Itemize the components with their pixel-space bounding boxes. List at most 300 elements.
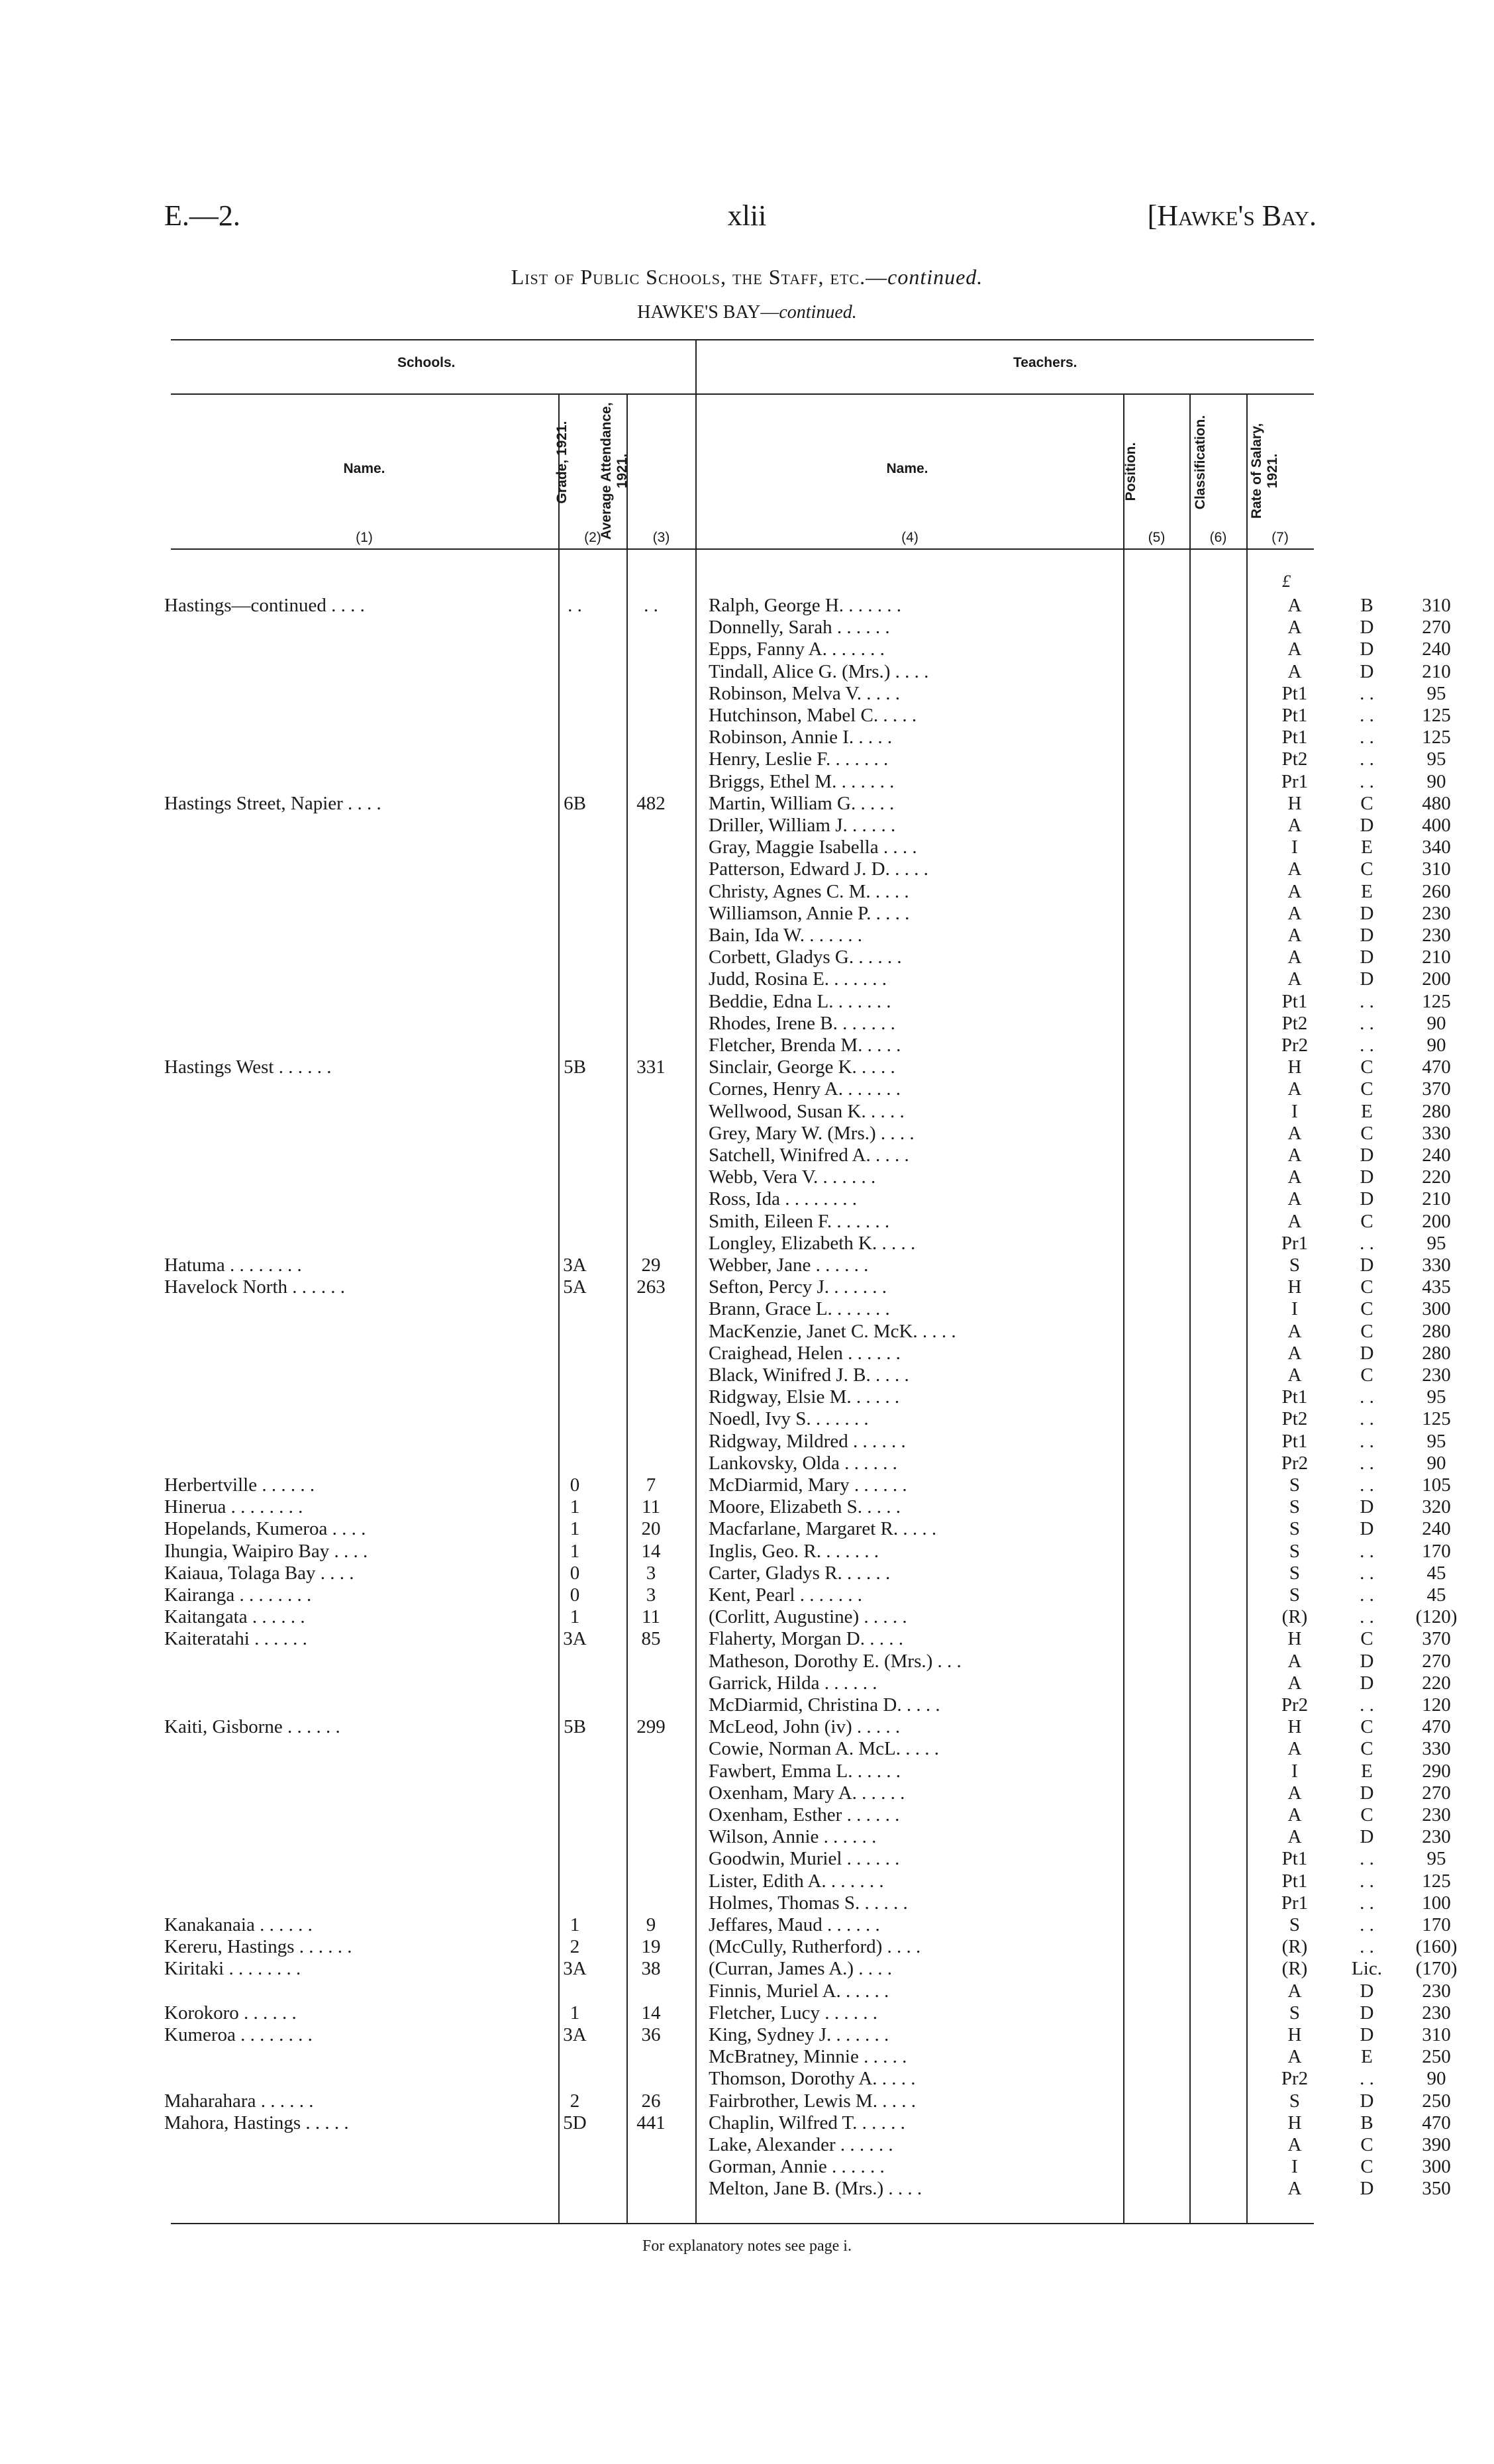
teacher-name-cell: Satchell, Winifred A. . . . . [709, 1145, 909, 1166]
position-cell: A [1287, 1342, 1302, 1364]
position-cell: Pt1 [1281, 727, 1308, 748]
position-cell: Pt2 [1281, 748, 1308, 770]
school-name-cell: Kanakanaia . . . . . . [164, 1914, 313, 1935]
classification-cell: C [1360, 1320, 1373, 1342]
teacher-name-cell: Judd, Rosina E. . . . . . . [709, 968, 887, 990]
position-cell: A [1287, 925, 1302, 946]
teacher-name-cell: Rhodes, Irene B. . . . . . . [709, 1012, 895, 1034]
classification-cell: B [1360, 2112, 1373, 2133]
position-cell: H [1287, 1716, 1302, 1738]
table-row [164, 748, 1446, 770]
table-row [164, 1584, 1446, 1606]
table-row [164, 1210, 1451, 1233]
grade-cell: 1 [570, 1540, 580, 1562]
attendance-cell: 482 [636, 792, 666, 814]
classification-cell: . . [1360, 1452, 1374, 1474]
table-row [164, 1320, 1451, 1343]
teacher-name-cell: Goodwin, Muriel . . . . . . [709, 1848, 900, 1870]
grade-cell: 3A [563, 1628, 587, 1650]
attendance-cell: 263 [636, 1276, 666, 1298]
position-cell: A [1287, 1320, 1302, 1342]
teacher-name-cell: Wilson, Annie . . . . . . [709, 1826, 877, 1848]
teacher-name-cell: McLeod, John (iv) . . . . . [709, 1716, 901, 1738]
salary-rate-cell: 210 [1422, 947, 1451, 968]
table-row [164, 1145, 1451, 1166]
salary-rate-cell: 90 [1426, 1452, 1446, 1474]
classification-cell: . . [1360, 1474, 1374, 1496]
classification-cell: E [1361, 837, 1373, 858]
salary-rate-cell: 90 [1426, 1035, 1446, 1056]
classification-cell: D [1360, 1650, 1374, 1672]
teacher-name-cell: (Curran, James A.) . . . . [709, 1958, 893, 1980]
teacher-name-cell: Henry, Leslie F. . . . . . . [709, 748, 889, 770]
salary-rate-cell: 230 [1422, 1826, 1451, 1848]
grade-cell: 1 [570, 1496, 580, 1518]
table-row [164, 1606, 1458, 1628]
salary-rate-cell: 220 [1422, 1672, 1451, 1694]
section-heading: [Hawke's Bay. [1147, 199, 1317, 232]
position-cell: S [1289, 1584, 1301, 1606]
salary-rate-cell: 270 [1422, 617, 1451, 639]
position-cell: A [1287, 1145, 1302, 1166]
school-name-cell: Kaiti, Gisborne . . . . . . [164, 1716, 340, 1738]
teacher-name-cell: Fairbrother, Lewis M. . . . . [709, 2090, 916, 2112]
table-row [164, 2178, 1451, 2200]
table-row [164, 2068, 1446, 2090]
grade-cell: 0 [570, 1474, 580, 1496]
table-row [164, 1672, 1451, 1694]
position-cell: Pr2 [1281, 2068, 1309, 2090]
classification-cell: . . [1360, 1430, 1374, 1452]
table-row [164, 1232, 1446, 1255]
position-cell: H [1287, 2112, 1302, 2133]
classification-cell: C [1360, 792, 1373, 814]
classification-cell: C [1360, 1078, 1373, 1100]
salary-rate-cell: 120 [1422, 1694, 1451, 1716]
teacher-name-cell: Fletcher, Brenda M. . . . . [709, 1035, 901, 1056]
table-row [164, 705, 1451, 727]
classification-cell: D [1360, 815, 1374, 836]
table-row [164, 1518, 1451, 1540]
grade-cell: 6B [564, 792, 586, 814]
teacher-name-cell: Thomson, Dorothy A. . . . . [709, 2068, 916, 2090]
classification-cell: D [1360, 2178, 1374, 2200]
table-row [164, 1892, 1451, 1914]
position-cell: A [1287, 1650, 1302, 1672]
classification-cell: D [1360, 639, 1374, 660]
table-row [164, 1826, 1451, 1848]
teacher-name-cell: King, Sydney J. . . . . . . [709, 2024, 889, 2045]
position-cell: S [1289, 2002, 1301, 2024]
position-cell: I [1291, 1760, 1298, 1782]
classification-cell: . . [1360, 682, 1374, 704]
salary-rate-cell: 310 [1422, 2024, 1451, 2045]
classification-cell: C [1360, 1716, 1373, 1738]
classification-cell: . . [1360, 1694, 1374, 1716]
classification-cell: D [1360, 1145, 1374, 1166]
column-number: (1) [356, 530, 373, 545]
classification-cell: . . [1360, 1936, 1374, 1958]
teacher-name-cell: Webber, Jane . . . . . . [709, 1255, 869, 1276]
school-name-cell: Hastings West . . . . . . [164, 1056, 332, 1078]
attendance-cell: 85 [641, 1628, 661, 1650]
table-row [164, 1056, 1451, 1078]
attendance-cell: 26 [641, 2090, 661, 2112]
salary-rate-cell: 95 [1426, 1430, 1446, 1452]
salary-rate-cell: 350 [1422, 2178, 1451, 2200]
salary-rate-cell: 310 [1422, 595, 1451, 616]
classification-cell: D [1360, 1826, 1374, 1848]
teacher-name-cell: Epps, Fanny A. . . . . . . [709, 639, 885, 660]
classification-cell: C [1360, 2134, 1373, 2155]
school-name-cell: Kiritaki . . . . . . . . [164, 1958, 301, 1980]
salary-rate-cell: 125 [1422, 727, 1451, 748]
teacher-name-cell: Kent, Pearl . . . . . . . [709, 1584, 862, 1606]
table-row [164, 2002, 1451, 2024]
table-top-rule [171, 339, 1314, 340]
salary-rate-cell: 400 [1422, 815, 1451, 836]
salary-rate-cell: 470 [1422, 2112, 1451, 2133]
teacher-name-cell: Grey, Mary W. (Mrs.) . . . . [709, 1122, 915, 1144]
salary-rate-cell: 170 [1422, 1540, 1451, 1562]
position-cell: Pt2 [1281, 1408, 1308, 1430]
position-cell: H [1287, 1056, 1302, 1078]
school-name-cell: Kaiaua, Tolaga Bay . . . . [164, 1562, 354, 1584]
grade-cell: 2 [570, 1936, 580, 1958]
salary-rate-cell: 240 [1422, 639, 1451, 660]
classification-cell: C [1360, 1122, 1373, 1144]
position-cell: A [1287, 1782, 1302, 1804]
table-row [164, 2090, 1451, 2112]
salary-rate-cell: 90 [1426, 2068, 1446, 2090]
teacher-name-cell: Chaplin, Wilfred T. . . . . . [709, 2112, 905, 2133]
classification-cell: . . [1360, 1892, 1374, 1914]
salary-rate-cell: (160) [1415, 1936, 1458, 1958]
classification-cell: E [1361, 1760, 1373, 1782]
salary-rate-cell: 95 [1426, 1232, 1446, 1254]
teacher-name-cell: Wellwood, Susan K. . . . . [709, 1100, 905, 1122]
classification-cell: C [1360, 1276, 1373, 1298]
salary-rate-cell: 210 [1422, 1188, 1451, 1210]
teacher-name-cell: Martin, William G. . . . . [709, 792, 895, 814]
classification-cell: . . [1360, 705, 1374, 726]
salary-rate-cell: 95 [1426, 1386, 1446, 1408]
table-row [164, 1386, 1446, 1408]
salary-rate-cell: 330 [1422, 1255, 1451, 1276]
salary-rate-cell: 270 [1422, 1782, 1451, 1804]
teacher-name-cell: Fletcher, Lucy . . . . . . [709, 2002, 877, 2024]
attendance-cell: 20 [641, 1518, 661, 1540]
table-row [164, 2156, 1451, 2178]
classification-cell: . . [1360, 1012, 1374, 1034]
classification-cell: . . [1360, 1562, 1374, 1584]
school-name-cell: Hastings Street, Napier . . . . [164, 792, 381, 814]
teacher-name-cell: Melton, Jane B. (Mrs.) . . . . [709, 2178, 922, 2200]
teacher-name-cell: Cowie, Norman A. McL. . . . . [709, 1738, 939, 1760]
classification-cell: Lic. [1352, 1958, 1382, 1980]
teacher-name-header: Name. [886, 461, 928, 476]
attendance-cell: 299 [636, 1716, 666, 1738]
table-row [164, 1782, 1451, 1804]
classification-cell: . . [1360, 1035, 1374, 1056]
teacher-name-cell: McDiarmid, Christina D. . . . . [709, 1694, 940, 1716]
school-name-cell: Kaiteratahi . . . . . . [164, 1628, 307, 1650]
school-name-cell: Herbertville . . . . . . [164, 1474, 315, 1496]
salary-rate-cell: 100 [1422, 1892, 1451, 1914]
classification-cell: C [1360, 1056, 1373, 1078]
teacher-name-cell: Black, Winifred J. B. . . . . [709, 1364, 909, 1386]
grade-cell: 1 [570, 1914, 580, 1935]
teacher-name-cell: Christy, Agnes C. M. . . . . [709, 880, 909, 902]
schools-group-header: Schools. [397, 355, 456, 370]
position-cell: A [1287, 2178, 1302, 2200]
classification-cell: D [1360, 1782, 1374, 1804]
position-cell: A [1287, 1672, 1302, 1694]
salary-rate-cell: 95 [1426, 682, 1446, 704]
classification-cell: C [1360, 1364, 1373, 1386]
position-cell: Pr1 [1281, 770, 1309, 792]
teacher-name-cell: Ridgway, Mildred . . . . . . [709, 1430, 906, 1452]
salary-rate-cell: 370 [1422, 1628, 1451, 1650]
teacher-name-cell: Ralph, George H. . . . . . . [709, 595, 902, 616]
teacher-name-cell: Oxenham, Esther . . . . . . [709, 1804, 900, 1825]
table-row [164, 947, 1451, 968]
teacher-name-cell: McDiarmid, Mary . . . . . . [709, 1474, 907, 1496]
position-cell: A [1287, 1166, 1302, 1188]
teacher-name-cell: Lister, Edith A. . . . . . . [709, 1870, 884, 1892]
classification-cell: D [1360, 1255, 1374, 1276]
school-name-cell: Korokoro . . . . . . [164, 2002, 297, 2024]
position-cell: A [1287, 815, 1302, 836]
teacher-name-cell: Beddie, Edna L. . . . . . . [709, 990, 891, 1012]
page-title [0, 265, 1494, 289]
position-cell: I [1291, 1298, 1298, 1320]
region-title [0, 302, 1494, 323]
teacher-name-cell: Fawbert, Emma L. . . . . . [709, 1760, 901, 1782]
classification-header: Classification. [1193, 415, 1208, 510]
page-number: xlii [727, 199, 767, 232]
teachers-group-header: Teachers. [1013, 355, 1077, 370]
teacher-name-cell: Cornes, Henry A. . . . . . . [709, 1078, 901, 1100]
teacher-name-cell: Moore, Elizabeth S. . . . . [709, 1496, 901, 1518]
teacher-name-cell: Lake, Alexander . . . . . . [709, 2134, 893, 2155]
position-cell: A [1287, 1188, 1302, 1210]
classification-cell: E [1361, 2046, 1373, 2068]
position-cell: H [1287, 792, 1302, 814]
salary-rate-cell: 220 [1422, 1166, 1451, 1188]
position-cell: I [1291, 1100, 1298, 1122]
attendance-cell: 3 [646, 1562, 656, 1584]
position-cell: I [1291, 2156, 1298, 2178]
classification-cell: E [1361, 1100, 1373, 1122]
salary-rate-cell: 435 [1422, 1276, 1451, 1298]
grade-cell: 3A [563, 1958, 587, 1980]
group-header-rule [171, 393, 1314, 395]
salary-rate-cell: 280 [1422, 1100, 1451, 1122]
attendance-cell: 7 [646, 1474, 656, 1496]
table-row [164, 1188, 1451, 1210]
table-row [164, 815, 1451, 837]
grade-cell: 1 [570, 2002, 580, 2024]
attendance-cell: 11 [642, 1496, 660, 1518]
teacher-name-cell: Robinson, Annie I. . . . . [709, 727, 893, 748]
classification-cell: D [1360, 1518, 1374, 1540]
table-row [164, 837, 1451, 858]
grade-cell: 5B [564, 1056, 586, 1078]
teacher-name-cell: (Corlitt, Augustine) . . . . . [709, 1606, 907, 1628]
column-number: (5) [1148, 530, 1166, 545]
school-name-cell: Kairanga . . . . . . . . [164, 1584, 312, 1606]
salary-rate-cell: 280 [1422, 1320, 1451, 1342]
position-cell: A [1287, 1804, 1302, 1825]
table-row [164, 792, 1451, 815]
attendance-cell: 11 [642, 1606, 660, 1628]
table-row [164, 2134, 1451, 2156]
position-cell: (R) [1281, 1958, 1308, 1980]
page-title-continued: continued. [887, 265, 983, 289]
position-cell: H [1287, 1276, 1302, 1298]
position-cell: A [1287, 1738, 1302, 1760]
salary-rate-cell: 240 [1422, 1145, 1451, 1166]
teacher-name-cell: Robinson, Melva V. . . . . [709, 682, 900, 704]
school-name-header: Name. [343, 461, 385, 476]
salary-rate-cell: 95 [1426, 748, 1446, 770]
school-name-cell: Maharahara . . . . . . [164, 2090, 314, 2112]
table-bottom-rule [171, 2223, 1314, 2224]
table-row [164, 2046, 1451, 2068]
salary-rate-cell: 95 [1426, 1848, 1446, 1870]
salary-rate-cell: 200 [1422, 968, 1451, 990]
teacher-name-cell: Longley, Elizabeth K. . . . . [709, 1232, 916, 1254]
classification-cell: B [1360, 595, 1373, 616]
classification-cell: C [1360, 1738, 1373, 1760]
position-cell: A [1287, 639, 1302, 660]
teacher-name-cell: Driller, William J. . . . . . [709, 815, 896, 836]
classification-cell: D [1360, 617, 1374, 639]
salary-rate-cell: 250 [1422, 2090, 1451, 2112]
classification-cell: . . [1360, 1914, 1374, 1935]
position-cell: S [1289, 1562, 1301, 1584]
position-cell: S [1289, 1496, 1301, 1518]
table-row [164, 1298, 1451, 1320]
position-cell: A [1287, 902, 1302, 924]
position-cell: A [1287, 1364, 1302, 1386]
table-row [164, 925, 1451, 947]
teacher-name-cell: Bain, Ida W. . . . . . . [709, 925, 862, 946]
footnote: For explanatory notes see page i. [642, 2237, 852, 2255]
position-cell: (R) [1281, 1606, 1308, 1628]
position-cell: A [1287, 947, 1302, 968]
teacher-name-cell: Tindall, Alice G. (Mrs.) . . . . [709, 660, 929, 682]
table-row [164, 1496, 1451, 1518]
table-row [164, 682, 1446, 705]
teacher-name-cell: Garrick, Hilda . . . . . . [709, 1672, 877, 1694]
position-cell: A [1287, 595, 1302, 616]
position-cell: I [1291, 837, 1298, 858]
school-name-cell: Hastings—continued . . . . [164, 595, 365, 616]
position-cell: H [1287, 2024, 1302, 2045]
position-cell: H [1287, 1628, 1302, 1650]
salary-rate-cell: 280 [1422, 1342, 1451, 1364]
salary-rate-cell: 230 [1422, 1804, 1451, 1825]
attendance-cell: 441 [636, 2112, 666, 2133]
grade-cell: 5A [563, 1276, 587, 1298]
table-row [164, 1760, 1451, 1782]
classification-cell: . . [1360, 1870, 1374, 1892]
classification-cell: . . [1360, 1606, 1374, 1628]
school-name-cell: Kereru, Hastings . . . . . . [164, 1936, 352, 1958]
teacher-name-cell: Corbett, Gladys G. . . . . . [709, 947, 902, 968]
school-name-cell: Hatuma . . . . . . . . [164, 1255, 302, 1276]
position-cell: A [1287, 858, 1302, 880]
attendance-cell: 9 [646, 1914, 656, 1935]
table-row [164, 1012, 1446, 1035]
table-row [164, 902, 1451, 925]
teacher-name-cell: Oxenham, Mary A. . . . . . [709, 1782, 905, 1804]
table-row [164, 770, 1446, 793]
salary-rate-cell: 230 [1422, 2002, 1451, 2024]
column-number: (4) [901, 530, 919, 545]
grade-cell: 2 [570, 2090, 580, 2112]
classification-cell: C [1360, 1298, 1373, 1320]
teacher-name-cell: MacKenzie, Janet C. McK. . . . . [709, 1320, 956, 1342]
classification-cell: D [1360, 660, 1374, 682]
page-title-main: List of Public Schools, the Staff, etc.— [511, 265, 888, 289]
salary-rate-cell: 480 [1422, 792, 1451, 814]
rate-header: Rate of Salary, 1921. [1249, 423, 1281, 519]
table-row [164, 727, 1451, 748]
salary-rate-cell: 370 [1422, 1078, 1451, 1100]
table-row [164, 1848, 1446, 1870]
salary-rate-cell: 230 [1422, 925, 1451, 946]
position-cell: S [1289, 1540, 1301, 1562]
classification-cell: D [1360, 902, 1374, 924]
teacher-name-cell: Webb, Vera V. . . . . . . [709, 1166, 876, 1188]
salary-rate-cell: 105 [1422, 1474, 1451, 1496]
salary-rate-cell: 260 [1422, 880, 1451, 902]
teacher-name-cell: Carter, Gladys R. . . . . . [709, 1562, 891, 1584]
teacher-name-cell: Jeffares, Maud . . . . . . [709, 1914, 880, 1935]
salary-rate-cell: 290 [1422, 1760, 1451, 1782]
classification-cell: . . [1360, 1408, 1374, 1430]
teacher-name-cell: Lankovsky, Olda . . . . . . [709, 1452, 897, 1474]
table-row [164, 1166, 1451, 1188]
classification-cell: D [1360, 2002, 1374, 2024]
classification-cell: . . [1360, 1232, 1374, 1254]
classification-cell: E [1361, 880, 1373, 902]
classification-cell: . . [1360, 1848, 1374, 1870]
position-cell: S [1289, 1518, 1301, 1540]
position-cell: Pt1 [1281, 1430, 1308, 1452]
attendance-cell: 14 [641, 2002, 661, 2024]
table-row [164, 1255, 1451, 1276]
table-row [164, 595, 1451, 617]
attendance-cell: 38 [641, 1958, 661, 1980]
school-name-cell: Havelock North . . . . . . [164, 1276, 346, 1298]
column-number: (3) [652, 530, 670, 545]
position-cell: S [1289, 2090, 1301, 2112]
table-row [164, 1342, 1451, 1364]
position-cell: (R) [1281, 1936, 1308, 1958]
table-row [164, 1870, 1451, 1892]
salary-rate-cell: 125 [1422, 1870, 1451, 1892]
table-row [164, 1540, 1451, 1563]
table-row [164, 1078, 1451, 1100]
grade-cell: 1 [570, 1518, 580, 1540]
classification-cell: C [1360, 858, 1373, 880]
classification-cell: C [1360, 2156, 1373, 2178]
classification-cell: C [1360, 1628, 1373, 1650]
